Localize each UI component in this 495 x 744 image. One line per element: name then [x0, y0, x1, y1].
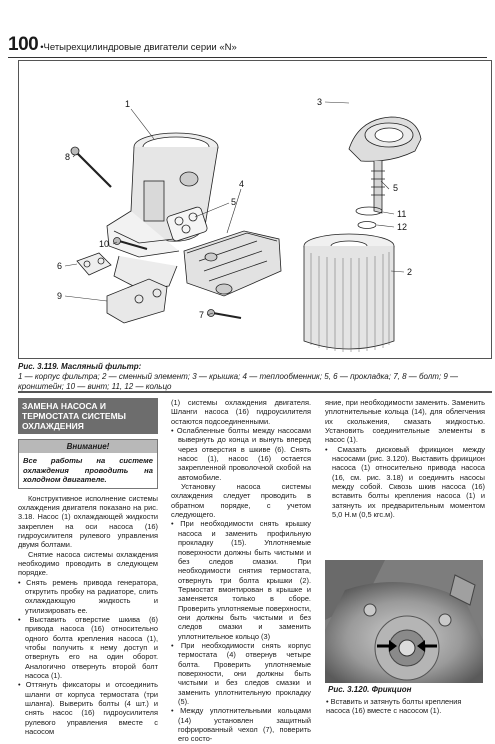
callout-12: 12 [397, 222, 408, 232]
figure-caption-legend: 1 — корпус фильтра; 2 — сменный элемент; 3 — крышка; 4 — теплообменник; 5, 6 — прокладка; 7, 8 — болт; 9 — кронштейн; 10 — винт; 11, 12 — кольцо [18, 372, 459, 391]
callout-8: 8 [65, 152, 71, 162]
running-title: •Четырехцилиндровые двигатели серии «N» [40, 42, 237, 53]
section-heading: ЗАМЕНА НАСОСА И ТЕРМОСТАТА СИСТЕМЫ ОХЛАЖДЕНИЯ [18, 398, 158, 434]
friction-clutch-photo [325, 560, 483, 683]
text-column-3 [325, 398, 485, 519]
bullet-item: • Между уплотнительными кольцами (14) установлен защитный гофрированный чехол (7), поверить его состо- [171, 706, 311, 744]
warning-title: Внимание! [19, 440, 157, 453]
caption-rule [18, 391, 492, 393]
callout-3: 3 [317, 97, 323, 107]
figure-caption-title: Рис. 3.119. Масляный фильтр: [18, 362, 142, 371]
paragraph: яние, при необходимости заменить. Заменить уплотнительные кольца (14), для облегчения их скольжения, смазать жидкостью. Установить соединительные элементы в насос (1). [325, 398, 485, 445]
bullet-item: • Снять ремень привода генератора, открутить пробку на радиаторе, слить охлаждающую жидкость и утилизировать ее. [18, 577, 158, 615]
photo-caption-text: Фрикцион [371, 685, 412, 694]
filter-element-drawing [304, 234, 394, 352]
bullet-item: • Выставить отверстие шкива (6) привода насоса (16) относительно одного болта крепления насоса (1), чтобы получить к нему доступ и отвернуть его на один оборот. Аналогично отвернуть второй болт насоса (1). [18, 615, 158, 681]
callout-6: 6 [57, 261, 63, 271]
photo-image [325, 560, 483, 683]
callout-4: 4 [239, 179, 245, 189]
paragraph: Снятие насоса системы охлаждения необходимо проводить в следующем порядке. [18, 549, 158, 578]
paragraph: (1) системы охлаждения двигателя. Шланги насоса (16) гидроусилителя остаются подсоединенными. [171, 398, 311, 426]
photo-caption-title: Рис. 3.120. [328, 685, 370, 694]
ring-12-drawing [358, 222, 376, 229]
header-rule [8, 57, 487, 58]
figure-oil-filter [18, 60, 492, 359]
paragraph: Конструктивное исполнение системы охлаждения двигателя показано на рис. 3.18. Насос (1) охлаждающей жидкости закреплен на оси насоса (16) гидроусилителя рулевого управления двумя болтами. [18, 493, 158, 550]
callout-7: 7 [199, 310, 205, 320]
bullet-item: • Ослабленные болты между насосами вывернуть до конца и вынуть вперед через отверстия в шкиве (6). Снять насос (1), насос (16) остается закрепленной проволочной скобой на автомобиле. [171, 426, 311, 482]
figure-caption [18, 362, 488, 392]
warning-text: Все работы на системе охлаждения проводить на холодном двигателе. [23, 456, 153, 485]
bullet-item: • Оттянуть фиксаторы и отсоединить шланги от корпуса термостата (три шланга). Выверить болты (4 шт.) и снять насос (16) гидроусилителя рулевого управления вместе с насосом [18, 680, 158, 737]
gasket-6-drawing [77, 253, 111, 275]
warning-box [18, 439, 158, 489]
heat-exchanger-drawing [184, 231, 281, 296]
callout-5-top: 5 [393, 183, 399, 193]
photo-caption [328, 685, 411, 694]
callout-2: 2 [407, 267, 413, 277]
bracket-drawing [107, 279, 167, 323]
bullet-item: • При необходимости снять корпус термостата (4) отвернув четыре болта. Проверить уплотняемые поверхности, они должны быть чистыми и без следов смазки и заменить уплотнительную прокладку (5). [171, 640, 311, 706]
callout-1: 1 [125, 99, 131, 109]
bullet-item: • При необходимости снять крышку насоса и заменить профильную прокладку (15). Уплотняемые поверхности должны быть чистыми и без следов смазки. При необходимости снятия термостата, отвернуть три болта крышки (2). Термостат вмонтирован в крышке и заменяется только в сборе. Проверить уплотняемые поверхности, они должны быть чистыми и без следов смазки и заменить уплотнительное кольцо (3) [171, 519, 311, 641]
callout-10: 10 [99, 239, 110, 249]
page-header [8, 34, 237, 56]
callout-5-left: 5 [231, 197, 237, 207]
callout-11: 11 [397, 209, 407, 219]
text-column-2 [171, 398, 311, 744]
oil-filter-exploded-view [19, 61, 493, 360]
text-column-1 [18, 398, 158, 737]
bullet-item: • Смазать дисковый фрикцион между насосами (рис. 3.120). Выставить фрикцион насоса (1) относительно привода насоса (16, см. рис. 3.18) и соединить насосы между собой. Сквозь шкив насоса (16) вставить болты крепления насоса (1) и затянуть их предварительным моментом 5,0 Н.м (0,5 кгс.м). [325, 444, 485, 520]
bullet-item: • Вставить и затянуть болты крепления насоса (16) вместе с насосом (1). [326, 697, 462, 715]
callout-9: 9 [57, 291, 63, 301]
page-number: 100 [8, 34, 39, 55]
filter-cover-drawing [349, 117, 421, 213]
paragraph: Установку насоса системы охлаждения следует проводить в обратном порядке, с учетом следующего. [171, 482, 311, 520]
